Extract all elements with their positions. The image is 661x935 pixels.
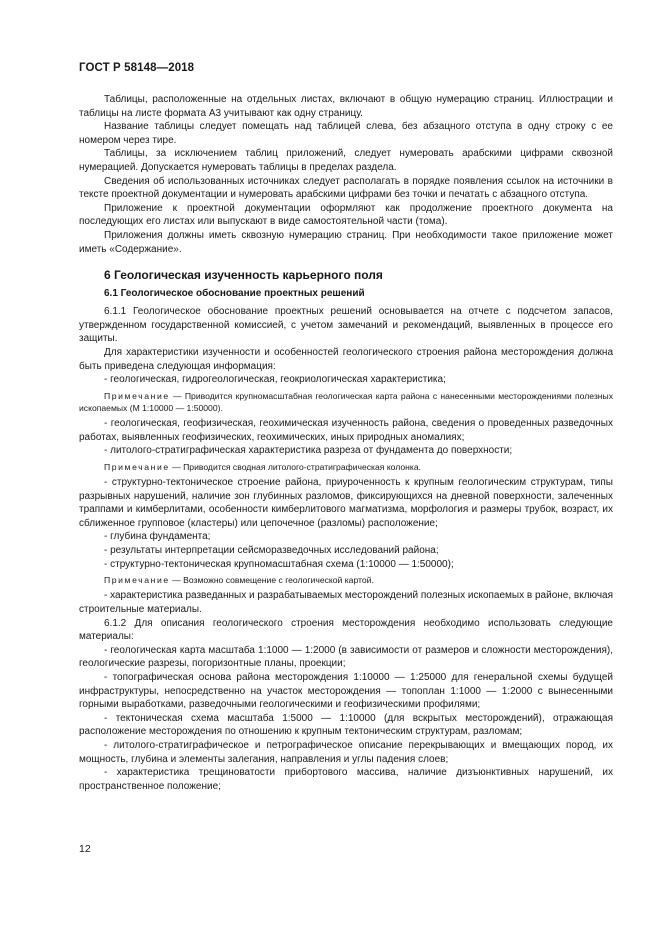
- note: [79, 574, 613, 586]
- list-item: - характеристика трещиноватости прибортового массива, наличие дизъюнктивных нарушений, их пространственное положение;: [79, 767, 613, 792]
- note-label: Примечание: [104, 461, 170, 472]
- paragraph: Название таблицы следует помещать над таблицей слева, без абзацного отступа в одну строку с ее номером через тире.: [79, 121, 613, 146]
- list-item: - структурно-тектоническая крупномасштабная схема (1:10000 — 1:50000);: [104, 558, 454, 570]
- paragraph: 6.1.1 Геологическое обоснование проектных решений основывается на отчете с подсчетом запасов, утвержденном государственной комиссией, с учетом замечаний и рекомендаций, выявленных в процессе его защиты.: [79, 306, 613, 345]
- section-heading: 6 Геологическая изученность карьерного поля: [104, 268, 383, 283]
- paragraph: 6.1.2 Для описания геологического строения месторождения необходимо использовать следующие материалы:: [79, 617, 613, 643]
- list-item: - геологическая, геофизическая, геохимическая изученность района, сведения о проведенных разведочных работах, выявленных геофизических, геохимических, иных природных аномалиях;: [79, 418, 613, 443]
- list-item: - глубина фундамента;: [104, 531, 211, 543]
- note-label: Примечание: [104, 390, 170, 401]
- note-label: Примечание: [104, 575, 170, 586]
- paragraph: Сведения об использованных источниках следует располагать в порядке появления ссылок на источники в тексте проектной документации и нумеровать арабскими цифрами без точки и печатать с абзацного отступа.: [79, 175, 613, 201]
- note: [79, 390, 613, 414]
- subsection-heading: 6.1 Геологическое обоснование проектных решений: [104, 288, 365, 300]
- paragraph: Для характеристики изученности и особенностей геологического строения района месторождения должна быть приведена следующая информация:: [79, 346, 613, 372]
- list-item: - литолого-стратиграфическая характеристика разреза от фундамента до поверхности;: [104, 445, 513, 457]
- paragraph: Таблицы, за исключением таблиц приложений, следует нумеровать арабскими цифрами сквозной нумерацией. Допускается нумеровать таблицы в пределах раздела.: [79, 148, 613, 173]
- list-item: - геологическая карта масштаба 1:1000 — 1:2000 (в зависимости от размеров и сложности месторождения), геологические разрезы, погоризонтные планы, проекции;: [79, 644, 613, 670]
- paragraph: Приложение к проектной документации оформляют как продолжение проектного документа на последующих его листах или выпускают в виде самостоятельной части (тома).: [79, 202, 613, 228]
- list-item: - структурно-тектоническое строение района, приуроченность к крупным геологическим структурам, типы разрывных нарушений, наличие зон глубинных разломов, фиксирующихся на дневной поверхности, залеченных траппами и кимберлитами, особенности кимберлитового магматизма, морфология и размеры трубок, возраст, их сближенное групповое (кластеры) или цепочечное (разломы) расположение;: [79, 477, 613, 529]
- note-text: — Приводится крупномасштабная геологическая карта района с нанесенными месторождениями полезных ископаемых (М 1:10000 — 1:50000).: [79, 390, 613, 413]
- note: [79, 461, 613, 473]
- paragraph: Приложения должны иметь сквозную нумерацию страниц. При необходимости такое приложение может иметь «Содержание».: [79, 229, 613, 255]
- note-text: — Приводится сводная литолого-стратиграфическая колонка.: [169, 461, 422, 472]
- list-item: - литолого-стратиграфическое и петрографическое описание перекрывающих и вмещающих пород, их мощность, глубина и элементы залегания, направления и углы падения слоев;: [79, 739, 613, 765]
- note-text: — Возможно совмещение с геологической картой.: [169, 575, 374, 586]
- list-item: - тектоническая схема масштаба 1:5000 — 1:10000 (для вскрытых месторождений), отражающая расположение месторождения по отношению к крупным тектоническим структурам, разломам;: [79, 712, 613, 738]
- list-item: - результаты интерпретации сейсморазведочных исследований района;: [104, 545, 439, 557]
- list-item: - топографическая основа района месторождения 1:10000 — 1:25000 для генеральной схемы будущей инфраструктуры, непосредственно на участок месторождения — топоплан 1:1000 — 1:2000 с вынесенными горными выработками, разведочными геологическими и геофизическими профилями;: [79, 672, 613, 711]
- page-number: 12: [79, 843, 91, 855]
- list-item: - геологическая, гидрогеологическая, геокриологическая характеристика;: [104, 374, 446, 386]
- list-item: - характеристика разведанных и разрабатываемых месторождений полезных ископаемых в районе, включая строительные материалы.: [79, 590, 614, 616]
- document-header: ГОСТ Р 58148—2018: [79, 62, 195, 74]
- page-content: [79, 93, 613, 793]
- paragraph: Таблицы, расположенные на отдельных листах, включают в общую нумерацию страниц. Иллюстрации и таблицы на листе формата А3 учитывают как одну страницу.: [79, 94, 613, 119]
